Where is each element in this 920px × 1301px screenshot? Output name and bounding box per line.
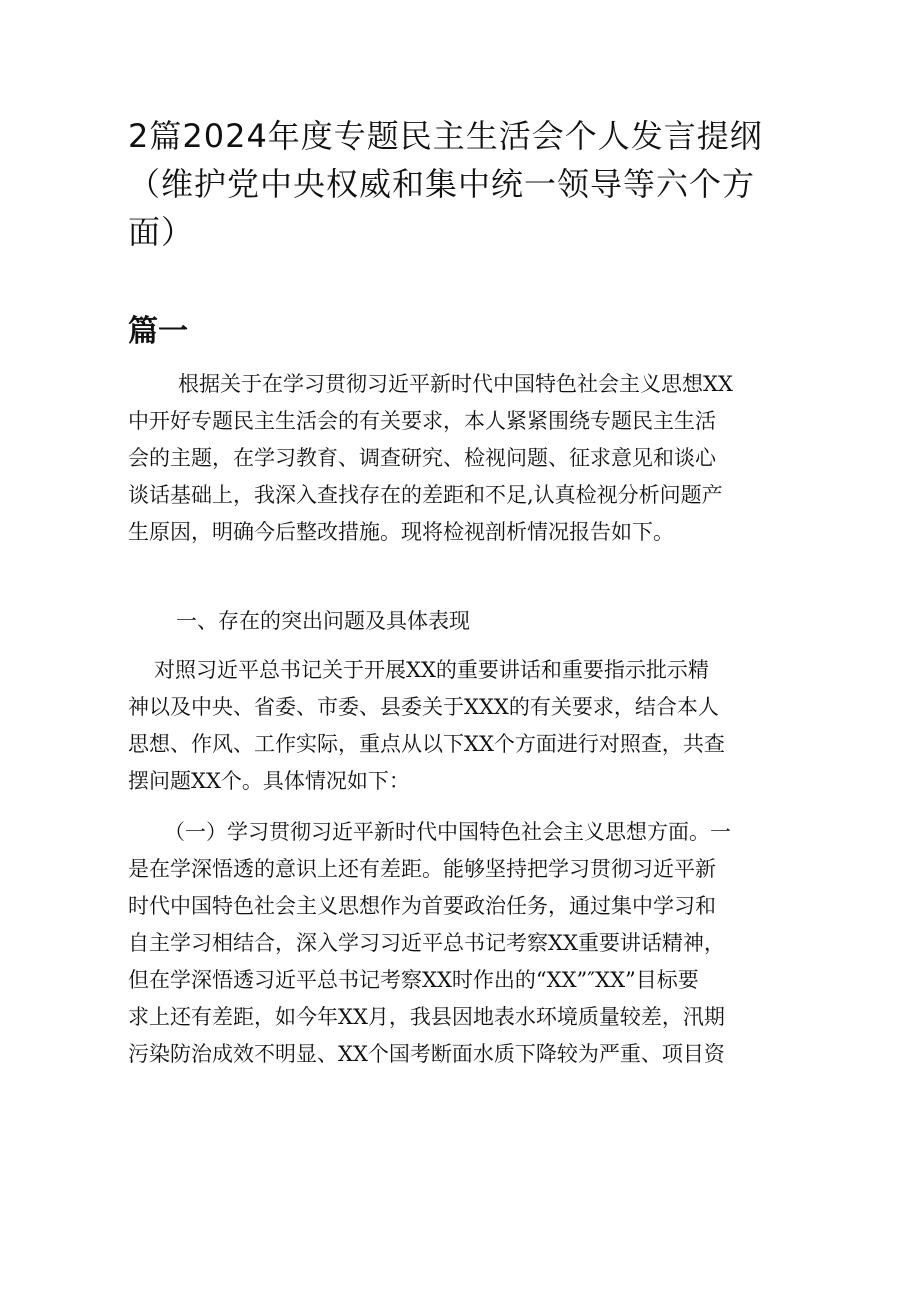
intro-paragraph — [128, 366, 796, 551]
paragraph-line: 谈话基础上，我深入查找存在的差距和不足,认真检视分析问题产 — [128, 483, 723, 507]
paragraph-line: 自主学习相结合，深入学习习近平总书记考察XX重要讲话精神， — [128, 931, 725, 955]
overview-paragraph — [128, 652, 796, 800]
paragraph-line: 时代中国特色社会主义思想作为首要政治任务，通过集中学习和 — [128, 894, 716, 918]
paragraph-line: 求上还有差距，如今年XX月，我县因地表水环境质量较差，汛期 — [128, 1005, 725, 1029]
paragraph-line: 摆问题XX个。具体情况如下： — [128, 769, 410, 793]
paragraph-line: 根据关于在学习贯彻习近平新时代中国特色社会主义思想XX — [178, 372, 733, 396]
paragraph-line: 思想、作风、工作实际，重点从以下XX个方面进行对照查，共查 — [128, 732, 725, 756]
paragraph-line: 神以及中央、省委、市委、县委关于XXX的有关要求，结合本人 — [128, 695, 719, 719]
paragraph-line: 生原因，明确今后整改措施。现将检视剖析情况报告如下。 — [128, 520, 674, 544]
paragraph-line: 对照习近平总书记关于开展XX的重要讲话和重要指示批示精 — [154, 658, 709, 682]
subheading-problems — [128, 603, 796, 640]
subheading-text: 一、存在的突出问题及具体表现 — [176, 609, 470, 633]
title-line: 面） — [128, 213, 195, 251]
paragraph-line: 是在学深悟透的意识上还有差距。能够坚持把学习贯彻习近平新 — [128, 857, 716, 881]
title-line: （维护党中央权威和集中统一领导等六个方 — [128, 165, 756, 203]
paragraph-line: 中开好专题民主生活会的有关要求，本人紧紧围绕专题民主生活 — [128, 409, 716, 433]
document-title — [128, 112, 788, 256]
paragraph-line: 但在学深悟透习近平总书记考察XX时作出的“XX”″XX”目标要 — [128, 968, 699, 992]
detail-paragraph — [128, 814, 796, 1073]
paragraph-line: （一）学习贯彻习近平新时代中国特色社会主义思想方面。一 — [164, 820, 731, 844]
section-label: 篇一 — [128, 314, 188, 349]
paragraph-line: 会的主题，在学习教育、调查研究、检视问题、征求意见和谈心 — [128, 446, 716, 470]
paragraph-line: 污染防治成效不明显、XX个国考断面水质下降较为严重、项目资 — [128, 1042, 725, 1066]
title-line: 2篇2024年度专题民主生活会个人发言提纲 — [128, 117, 763, 155]
